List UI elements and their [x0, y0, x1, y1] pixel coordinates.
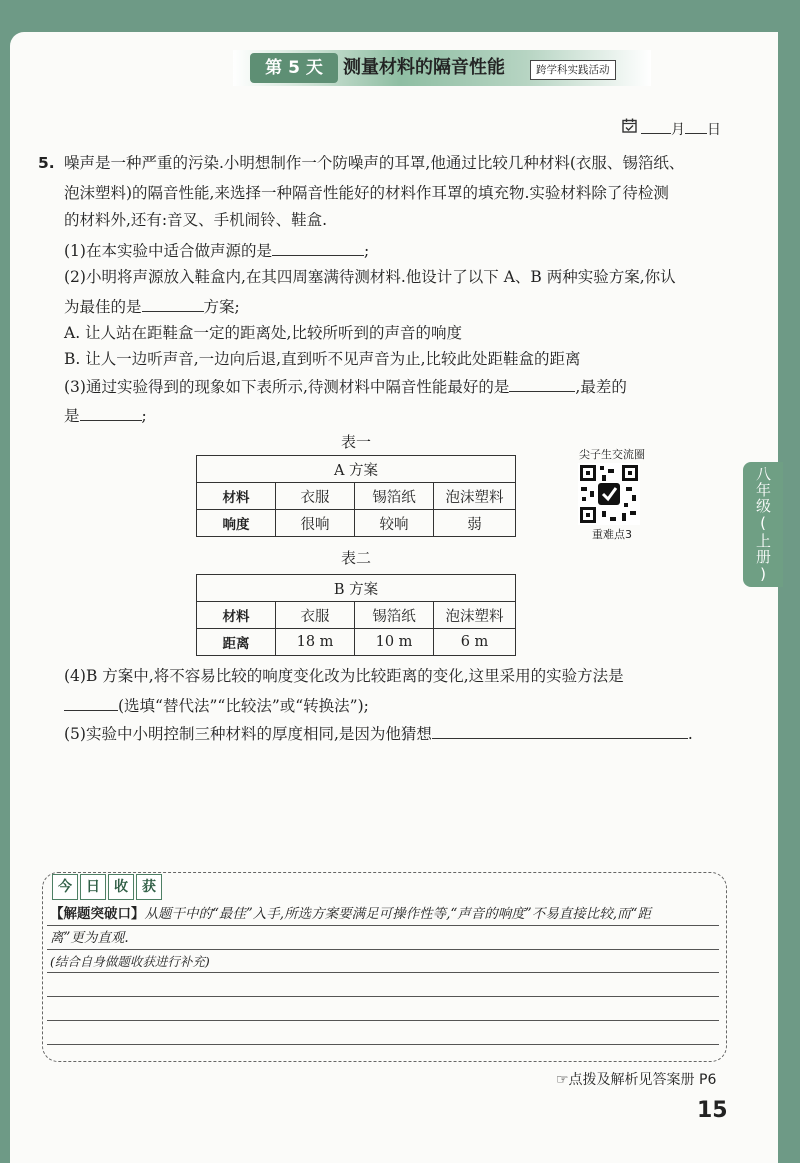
- qr-code-icon[interactable]: [578, 463, 640, 525]
- ruled-line: [47, 949, 719, 950]
- grade-side-tab: 八年级(上册): [743, 462, 783, 587]
- option-b: B. 让人一边听声音,一边向后退,直到听不见声音为止,比较此处距鞋盒的距离: [64, 350, 581, 368]
- q2-line-1: (2)小明将声源放入鞋盒内,在其四周塞满待测材料.他设计了以下 A、B 两种实验方案,你认: [64, 268, 676, 286]
- table2: [196, 574, 516, 656]
- stem-line-2: 泡沫塑料)的隔音性能,来选择一种隔音性能好的材料作耳罩的填充物.实验材料除了待检测: [64, 184, 669, 202]
- hint-label: 【解题突破口】: [50, 906, 145, 922]
- q3-line-1: [64, 375, 627, 397]
- q2-suffix: 方案;: [203, 298, 240, 316]
- hint-line-2: 离”更为直观.: [50, 930, 129, 946]
- table1-row-cell: 响度: [197, 510, 276, 537]
- table1-header-cell: 材料: [197, 483, 276, 510]
- month-blank[interactable]: [641, 117, 671, 134]
- q5-answer-blank[interactable]: [432, 722, 688, 739]
- q5-prefix: (5)实验中小明控制三种材料的厚度相同,是因为他猜想: [64, 725, 432, 743]
- table2-header-cell: 材料: [197, 602, 276, 629]
- gains-note: (结合自身做题收获进行补充): [50, 954, 210, 969]
- q2-answer-blank[interactable]: [142, 295, 204, 312]
- ruled-line: [47, 1044, 719, 1045]
- q3-worst-blank[interactable]: [80, 404, 142, 421]
- gains-title-char: 收: [108, 874, 134, 900]
- calendar-icon: [622, 118, 637, 133]
- q4-suffix: (选填“替代法”“比较法”或“转换法”);: [118, 697, 369, 715]
- day-label: 第 5 天: [250, 53, 338, 83]
- table2-title: B 方案: [197, 575, 516, 602]
- table1-row-cell: 很响: [276, 510, 355, 537]
- option-a: A. 让人站在距鞋盒一定的距离处,比较所听到的声音的响度: [64, 324, 462, 342]
- table2-header-cell: 泡沫塑料: [434, 602, 516, 629]
- table2-row-cell: 6 m: [434, 629, 516, 656]
- q4-answer-blank[interactable]: [64, 694, 118, 711]
- table2-caption: 表二: [340, 549, 371, 567]
- q3-line2-prefix: 是: [64, 407, 80, 425]
- day-blank[interactable]: [685, 117, 707, 134]
- ruled-line: [47, 1020, 719, 1021]
- gains-title-char: 获: [136, 874, 162, 900]
- day-label-date: 日: [707, 122, 721, 138]
- month-label: 月: [671, 122, 685, 138]
- q3-prefix: (3)通过实验得到的现象如下表所示,待测材料中隔音性能最好的是: [64, 378, 510, 396]
- table1-row-cell: 弱: [434, 510, 516, 537]
- q1-suffix: ;: [363, 242, 370, 260]
- q4-line-2: [64, 694, 369, 716]
- hint-text-1: 从题干中的“最佳”入手,所选方案要满足可操作性等,“声音的响度”不易直接比较,而“距: [144, 906, 651, 922]
- q2-line-2: [64, 295, 240, 317]
- table1-header-cell: 衣服: [276, 483, 355, 510]
- q3-best-blank[interactable]: [509, 375, 575, 392]
- table2-row-cell: 10 m: [355, 629, 434, 656]
- question-number: 5.: [38, 154, 55, 172]
- activity-tag: 跨学科实践活动: [530, 60, 616, 80]
- table1-header-cell: 泡沫塑料: [434, 483, 516, 510]
- date-field: [641, 117, 721, 139]
- q3-line2-suffix: ;: [141, 407, 147, 425]
- table2-row-cell: 距离: [197, 629, 276, 656]
- ruled-line: [47, 972, 719, 973]
- topic-title: 测量材料的隔音性能: [343, 57, 505, 78]
- gains-title: [52, 874, 162, 900]
- q3-line-2: [64, 404, 147, 426]
- q1-answer-blank[interactable]: [272, 239, 364, 256]
- gains-title-char: 今: [52, 874, 78, 900]
- q1-line: [64, 239, 369, 261]
- gains-title-char: 日: [80, 874, 106, 900]
- table1-caption: 表一: [340, 433, 371, 451]
- stem-line-1: 噪声是一种严重的污染.小明想制作一个防噪声的耳罩,他通过比较几种材料(衣服、锡箔纸、: [64, 154, 685, 172]
- page-number: 15: [697, 1098, 728, 1123]
- stem-line-3: 的材料外,还有:音叉、手机闹铃、鞋盒.: [64, 211, 328, 229]
- table1-header-cell: 锡箔纸: [355, 483, 434, 510]
- qr-subcaption: 重难点3: [592, 528, 632, 541]
- table1-row-cell: 较响: [355, 510, 434, 537]
- q2-prefix: 为最佳的是: [64, 298, 142, 316]
- q5-line: [64, 722, 693, 744]
- hint-line-1: [50, 905, 651, 923]
- table1-title: A 方案: [197, 456, 516, 483]
- answer-reference: ☞点拨及解析见答案册 P6: [556, 1072, 717, 1088]
- ruled-line: [47, 996, 719, 997]
- table2-header-cell: 衣服: [276, 602, 355, 629]
- table2-row-cell: 18 m: [276, 629, 355, 656]
- q3-mid: ,最差的: [575, 378, 627, 396]
- table1: [196, 455, 516, 537]
- ruled-line: [47, 925, 719, 926]
- q1-prefix: (1)在本实验中适合做声源的是: [64, 242, 272, 260]
- table2-header-cell: 锡箔纸: [355, 602, 434, 629]
- qr-caption: 尖子生交流圈: [579, 448, 645, 461]
- q5-suffix: .: [687, 725, 693, 743]
- q4-line-1: (4)B 方案中,将不容易比较的响度变化改为比较距离的变化,这里采用的实验方法是: [64, 667, 624, 685]
